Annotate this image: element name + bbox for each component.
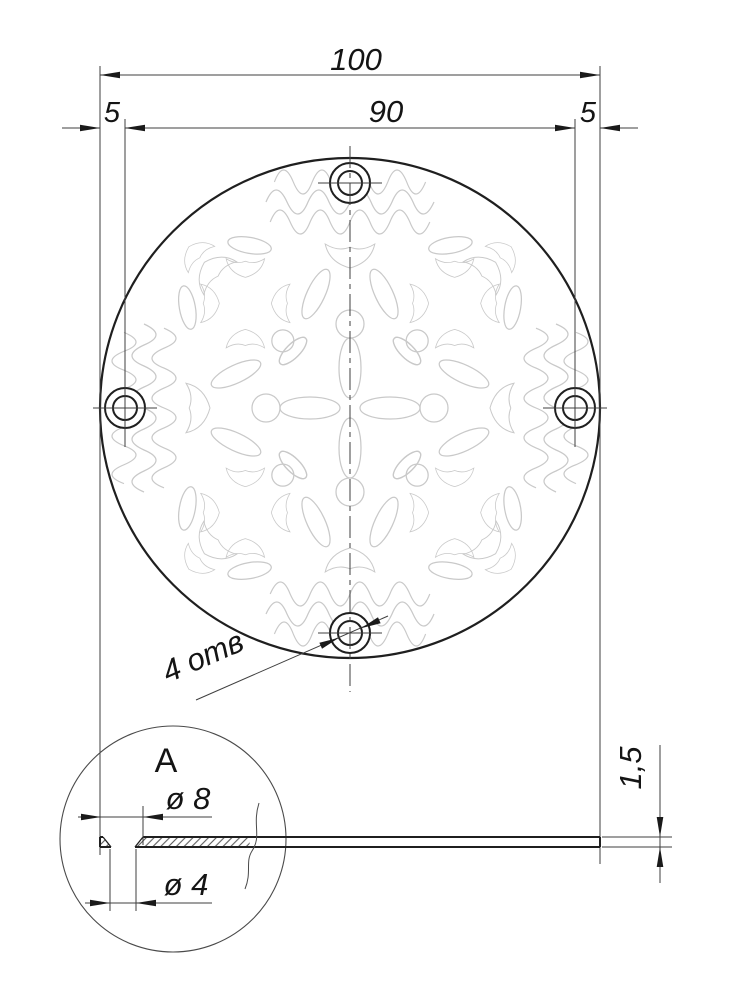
holes-count-note: 4 отв [156, 623, 249, 690]
detail-view-label: A [154, 742, 178, 780]
dim-thickness [602, 745, 672, 883]
front-view [93, 146, 607, 692]
dim-hole-spacing-label: 90 [368, 94, 404, 129]
thickness-label: 1,5 [613, 746, 648, 790]
dim-hole-diameter [85, 849, 212, 911]
dim-overall-label: 100 [330, 42, 382, 77]
countersink-diameter-label: ø 8 [165, 781, 211, 816]
dim-countersink [78, 781, 212, 845]
hole-diameter-label: ø 4 [163, 867, 209, 902]
dim-right-offset-label: 5 [579, 97, 597, 129]
arrowheads-top [80, 72, 620, 132]
side-view [60, 726, 600, 952]
dim-left-offset-label: 5 [103, 97, 121, 129]
